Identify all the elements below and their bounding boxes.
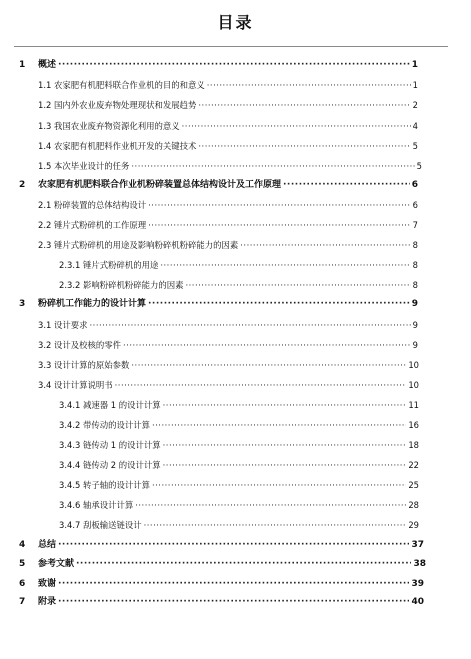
toc-entry-number: 1.4 (38, 141, 52, 151)
toc-entry-number: 5 (19, 559, 26, 569)
toc-entry-page: 9 (412, 340, 418, 350)
toc-entry-chapter-1[interactable] (19, 58, 418, 72)
toc-leader-dots (148, 198, 411, 212)
toc-entry-page: 25 (408, 480, 419, 490)
toc-entry-page: 5 (416, 161, 422, 171)
toc-entry-number: 6 (19, 579, 26, 589)
toc-entry-section-3-1[interactable] (38, 318, 418, 332)
toc-entry-title: 粉碎机工作能力的设计计算 (38, 299, 147, 309)
toc-entry-title: 锤片式粉碎机的用途 (82, 260, 159, 270)
toc-entry-section-1-4[interactable] (38, 139, 418, 153)
toc-entry-page: 40 (411, 597, 424, 607)
toc-entry-page: 10 (408, 360, 419, 370)
toc-entry-title: 设计计算的原始参数 (54, 360, 130, 370)
toc-leader-dots (144, 518, 407, 532)
toc-entry-page: 28 (408, 500, 419, 510)
toc-entry-number: 2.3.2 (59, 280, 81, 290)
toc-entry-number: 2.3 (38, 240, 52, 250)
toc-entry-subsection-3-4-4[interactable] (59, 458, 419, 472)
toc-entry-section-1-1[interactable] (38, 78, 418, 92)
toc-entry-title: 轴承设计计算 (82, 500, 134, 510)
toc-entry-title: 本次毕业设计的任务 (54, 161, 130, 171)
toc-entry-number: 3.4.4 (59, 460, 81, 470)
toc-entry-section-2-1[interactable] (38, 198, 418, 212)
toc-entry-title: 附录 (38, 597, 57, 607)
toc-entry-chapter-3[interactable] (19, 297, 418, 311)
toc-leader-dots (58, 538, 409, 552)
toc-entry-number: 3.4 (38, 380, 52, 390)
toc-entry-title: 带传动的设计计算 (82, 420, 150, 430)
toc-entry-page: 6 (411, 180, 418, 190)
toc-entry-number: 3.4.7 (59, 520, 81, 530)
toc-leader-dots (115, 378, 407, 392)
toc-entry-section-3-4[interactable] (38, 378, 419, 392)
toc-entry-title: 锤片式粉碎机的用途及影响粉碎机粉碎能力的因素 (54, 240, 239, 250)
toc-leader-dots (58, 577, 409, 591)
toc-leader-dots (207, 78, 411, 92)
toc-leader-dots (135, 498, 406, 512)
toc-entry-page: 6 (412, 200, 418, 210)
toc-leader-dots (198, 98, 410, 112)
toc-entry-number: 1 (19, 60, 26, 70)
toc-entry-subsection-3-4-2[interactable] (59, 418, 419, 432)
toc-entry-title: 刮板输送链设计 (82, 520, 142, 530)
toc-entry-subsection-3-4-6[interactable] (59, 498, 419, 512)
toc-entry-title: 参考文献 (38, 559, 75, 569)
toc-leader-dots (131, 159, 414, 173)
toc-entry-page: 1 (411, 60, 418, 70)
toc-entry-page: 2 (412, 100, 418, 110)
toc-entry-page: 8 (412, 260, 418, 270)
toc-entry-subsection-3-4-5[interactable] (59, 478, 419, 492)
toc-entry-title: 概述 (38, 60, 57, 70)
toc-leader-dots (58, 58, 410, 72)
toc-entry-page: 29 (408, 520, 419, 530)
toc-leader-dots (148, 218, 411, 232)
toc-entry-title: 粉碎装置的总体结构设计 (54, 200, 147, 210)
toc-entry-number: 1.5 (38, 161, 52, 171)
toc-entry-number: 2 (19, 180, 26, 190)
toc-leader-dots (185, 278, 410, 292)
toc-entry-title: 减速器 1 的设计计算 (82, 400, 161, 410)
toc-entry-page: 11 (408, 400, 419, 410)
toc-entry-title: 锤片式粉碎机的工作原理 (54, 220, 147, 230)
toc-leader-dots (148, 297, 410, 311)
toc-leader-dots (182, 119, 411, 133)
toc-leader-dots (152, 418, 406, 432)
toc-entry-chapter-7[interactable] (19, 595, 424, 609)
toc-entry-title: 影响粉碎机粉碎能力的因素 (82, 280, 184, 290)
toc-entry-section-1-3[interactable] (38, 119, 418, 133)
toc-entry-chapter-4[interactable] (19, 538, 424, 552)
toc-entry-title: 设计计算说明书 (54, 380, 113, 390)
toc-entry-number: 3.4.6 (59, 500, 81, 510)
toc-entry-page: 38 (413, 559, 426, 569)
toc-entry-section-3-3[interactable] (38, 358, 419, 372)
toc-entry-chapter-2[interactable] (19, 178, 418, 192)
toc-entry-number: 3.1 (38, 320, 52, 330)
toc-entry-number: 3.4.2 (59, 420, 81, 430)
toc-entry-subsection-3-4-1[interactable] (59, 398, 419, 412)
toc-entry-subsection-3-4-7[interactable] (59, 518, 419, 532)
toc-entry-section-2-2[interactable] (38, 218, 418, 232)
toc-entry-number: 2.2 (38, 220, 52, 230)
toc-entry-number: 3.4.3 (59, 440, 81, 450)
toc-entry-section-1-2[interactable] (38, 98, 418, 112)
toc-leader-dots (131, 358, 406, 372)
toc-entry-title: 链传动 1 的设计计算 (82, 440, 161, 450)
toc-entry-page: 16 (408, 420, 419, 430)
toc-leader-dots (58, 595, 409, 609)
toc-entry-chapter-6[interactable] (19, 577, 424, 591)
toc-entry-page: 5 (412, 141, 418, 151)
toc-entry-page: 22 (408, 460, 419, 470)
toc-entry-number: 7 (19, 597, 26, 607)
toc-leader-dots (160, 258, 410, 272)
toc-entry-title: 设计要求 (54, 320, 88, 330)
toc-leader-dots (163, 398, 407, 412)
toc-entry-chapter-5[interactable] (19, 557, 426, 571)
toc-entry-number: 3.2 (38, 340, 52, 350)
toc-entry-page: 8 (412, 280, 418, 290)
toc-entry-section-2-3[interactable] (38, 238, 418, 252)
toc-entry-number: 2.3.1 (59, 260, 81, 270)
toc-leader-dots (240, 238, 410, 252)
toc-entry-section-3-2[interactable] (38, 338, 418, 352)
toc-entry-title: 国内外农业废弃物处理现状和发展趋势 (54, 100, 197, 110)
toc-entry-subsection-2-3-2[interactable] (59, 278, 418, 292)
toc-entry-number: 2.1 (38, 200, 52, 210)
toc-entry-page: 9 (411, 299, 418, 309)
toc-entry-title: 总结 (38, 540, 57, 550)
toc-entry-page: 4 (412, 121, 418, 131)
toc-entry-subsection-2-3-1[interactable] (59, 258, 418, 272)
toc-entry-number: 1.2 (38, 100, 52, 110)
toc-entry-page: 8 (412, 240, 418, 250)
toc-entry-page: 37 (411, 540, 424, 550)
toc-leader-dots (90, 318, 411, 332)
toc-entry-subsection-3-4-3[interactable] (59, 438, 419, 452)
toc-entry-page: 7 (412, 220, 418, 230)
toc-entry-page: 9 (412, 320, 418, 330)
toc-leader-dots (283, 178, 410, 192)
toc-entry-title: 设计及校核的零件 (54, 340, 121, 350)
toc-entry-page: 10 (408, 380, 419, 390)
toc-entry-number: 1.3 (38, 121, 52, 131)
toc-entry-page: 1 (412, 80, 418, 90)
toc-leader-dots (163, 438, 407, 452)
toc-entry-title: 我国农业废弃物资源化利用的意义 (54, 121, 180, 131)
toc-leader-dots (163, 458, 407, 472)
toc-entry-number: 1.1 (38, 80, 52, 90)
toc-leader-dots (123, 338, 411, 352)
toc-entry-title: 链传动 2 的设计计算 (82, 460, 161, 470)
toc-leader-dots (152, 478, 406, 492)
toc-entry-number: 3 (19, 299, 26, 309)
toc-entry-number: 3.4.1 (59, 400, 81, 410)
toc-entry-title: 农家肥有机肥料作业机开发的关键技术 (54, 141, 197, 151)
toc-entry-title: 农家肥有机肥料联合作业机的目的和意义 (54, 80, 205, 90)
toc-leader-dots (76, 557, 411, 571)
toc-entry-page: 18 (408, 440, 419, 450)
toc-entry-number: 3.3 (38, 360, 52, 370)
toc-entry-number: 3.4.5 (59, 480, 81, 490)
toc-entry-title: 转子轴的设计计算 (82, 480, 150, 490)
toc-entry-title: 致谢 (38, 579, 57, 589)
toc-leader-dots (198, 139, 410, 153)
toc-entry-number: 4 (19, 540, 26, 550)
toc-entry-title: 农家肥有机肥料联合作业机粉碎装置总体结构设计及工作原理 (38, 180, 282, 190)
page-title: 目录 (217, 13, 254, 32)
toc-entry-section-1-5[interactable] (38, 159, 422, 173)
toc-entry-page: 39 (411, 579, 424, 589)
